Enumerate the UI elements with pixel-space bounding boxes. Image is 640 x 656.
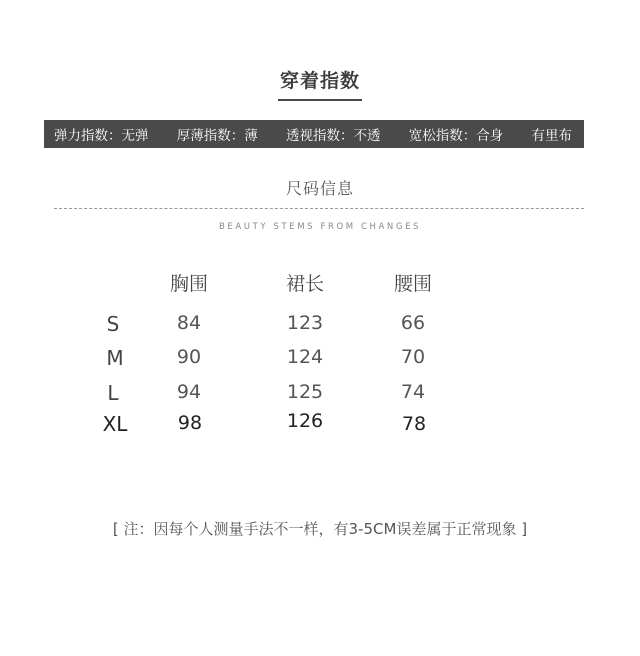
table-cell: 66 — [400, 312, 426, 334]
elasticity-index: 弹力指数：无弹 — [54, 128, 149, 144]
size-label: S — [106, 312, 120, 336]
header-length: 裙长 — [285, 273, 325, 295]
table-cell: 90 — [176, 346, 202, 368]
page-title: 穿着指数 — [278, 66, 362, 101]
size-info-heading: 尺码信息 — [285, 179, 354, 198]
table-cell: 78 — [401, 413, 427, 435]
table-cell: 94 — [176, 381, 202, 403]
table-cell: 98 — [177, 412, 203, 434]
thickness-index: 厚薄指数：薄 — [176, 128, 258, 144]
lining-label: 有里布 — [531, 128, 572, 144]
size-label: XL — [102, 412, 128, 436]
table-cell: 123 — [286, 312, 324, 334]
measurement-note: [ 注：因每个人测量手法不一样，有3-5CM误差属于正常现象 ] — [112, 520, 528, 538]
fit-index: 宽松指数：合身 — [408, 128, 504, 144]
table-cell: 125 — [286, 381, 324, 403]
transparency-index: 透视指数：不透 — [286, 128, 381, 144]
size-label: L — [107, 381, 119, 405]
slogan-caption: BEAUTY STEMS FROM CHANGES — [218, 222, 422, 232]
table-cell: 84 — [176, 312, 202, 334]
header-waist: 腰围 — [393, 273, 433, 295]
table-cell: 124 — [286, 346, 324, 368]
table-cell: 74 — [400, 381, 426, 403]
size-label: M — [106, 346, 124, 370]
table-cell: 70 — [400, 346, 426, 368]
header-chest: 胸围 — [169, 273, 209, 295]
table-cell: 126 — [286, 410, 324, 432]
